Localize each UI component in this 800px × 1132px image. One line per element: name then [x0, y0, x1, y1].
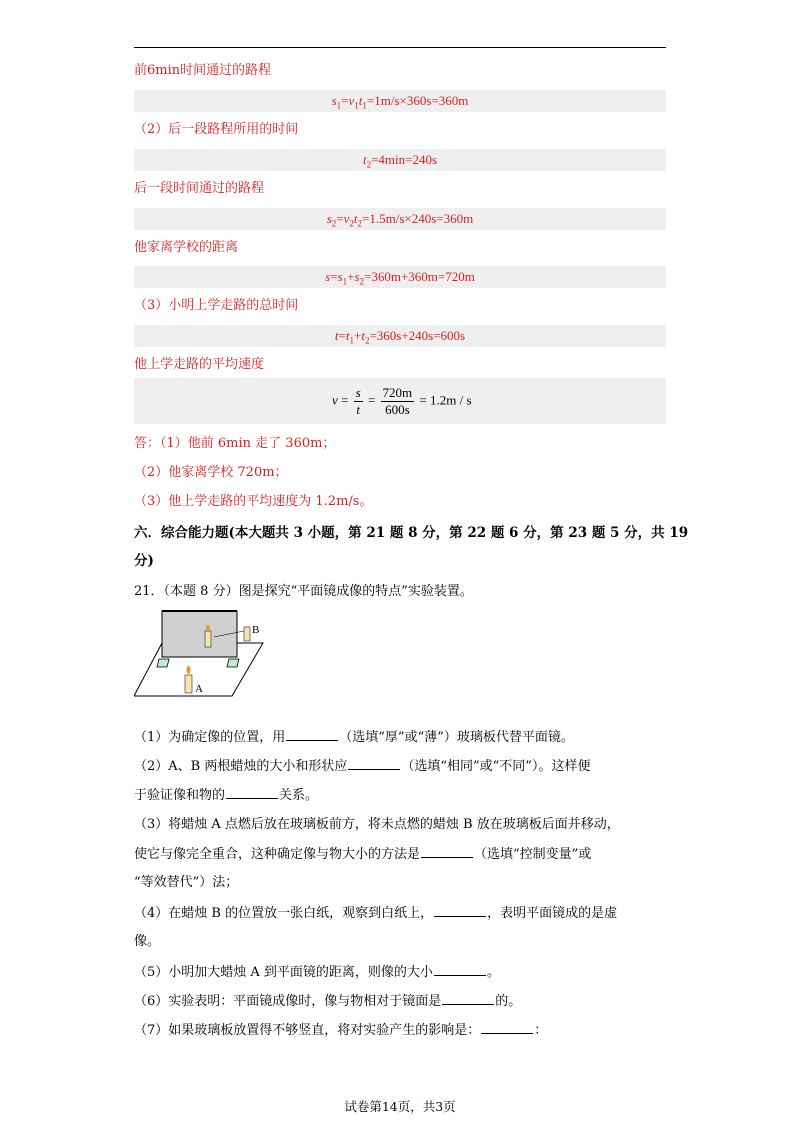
solution-text: 他家离学校的距离 — [134, 240, 239, 255]
fraction-s-over-t: $\frac{s}{t}$ — [355, 385, 361, 417]
subquestion-6: （6）实验表明：平面镜成像时，像与物相对于镜面是 的。 — [134, 994, 522, 1009]
answer-blank[interactable] — [226, 786, 278, 799]
subquestion-3-cont: 使它与像完全重合，这种确定像与物大小的方法是 （选填“控制变量”或 — [134, 847, 592, 862]
answer-line: （2）他家离学校 720m； — [134, 465, 288, 480]
answer-blank[interactable] — [286, 728, 338, 741]
subquestion-1: （1）为确定像的位置，用 （选填“厚”或“薄”）玻璃板代替平面镜。 — [134, 730, 574, 745]
equation-band: $t_2=4\min=240s$ — [134, 149, 666, 171]
mirror-experiment-figure — [134, 609, 276, 701]
page-footer: 试卷第14页，共3页 — [344, 1099, 456, 1114]
subquestion-2-cont: 于验证像和物的 关系。 — [134, 788, 319, 803]
answer-blank[interactable] — [421, 845, 473, 858]
solution-text: 前6min时间通过的路程 — [134, 63, 272, 78]
equation-band: $s_2=v_2t_2=1.5m/s\times 240s=360m$ — [134, 208, 666, 230]
answer-line: 答：（1）他前 6min 走了 360m； — [134, 436, 336, 451]
answer-blank[interactable] — [434, 963, 486, 976]
section-heading: 六．综合能力题(本大题共 3 小题，第 21 题 8 分，第 22 题 6 分，第 23 题 5 分，共 19 — [134, 525, 689, 541]
subquestion-2: （2）A、B 两根蜡烛的大小和形状应 （选填“相同”或“不同”）。这样便 — [134, 759, 591, 774]
equation-band-fraction: v = $\frac{s}{t}$ = $\frac{720m}{600s}$ = 1.2m / s — [134, 378, 666, 424]
section-heading-cont: 分) — [134, 553, 154, 569]
equation-band: $s=s_1+s_2=360m+360m=720m$ — [134, 266, 666, 288]
label-b: B — [252, 624, 260, 636]
solution-text: 后一段时间通过的路程 — [134, 181, 265, 196]
answer-blank[interactable] — [434, 904, 486, 917]
solution-text: （2）后一段路程所用的时间 — [134, 122, 299, 137]
subquestion-4-end: 像。 — [134, 934, 161, 949]
subquestion-7: （7）如果玻璃板放置得不够竖直，将对实验产生的影响是： ： — [134, 1023, 548, 1038]
solution-text: 他上学走路的平均速度 — [134, 357, 265, 372]
answer-blank[interactable] — [348, 757, 400, 770]
equation-band: $s_1=v_1t_1=1m/s\times 360s=360m$ — [134, 90, 666, 112]
subquestion-4: （4）在蜡烛 B 的位置放一张白纸，观察到白纸上， ，表明平面镜成的是虚 — [134, 906, 618, 921]
answer-line: （3）他上学走路的平均速度为 1.2m/s。 — [134, 494, 373, 509]
label-a: A — [195, 683, 203, 695]
answer-blank[interactable] — [481, 1021, 533, 1034]
subquestion-5: （5）小明加大蜡烛 A 到平面镜的距离，则像的大小 。 — [134, 965, 500, 980]
subquestion-3: （3）将蜡烛 A 点燃后放在玻璃板前方，将未点燃的蜡烛 B 放在玻璃板后面并移动， — [134, 817, 620, 832]
solution-text: （3）小明上学走路的总时间 — [134, 298, 299, 313]
fraction-720-over-600: $\frac{720m}{600s}$ — [382, 385, 413, 417]
equation-band: $t=t_1+t_2=360s+240s=600s$ — [134, 325, 666, 347]
header-rule — [134, 47, 666, 48]
subquestion-3-end: “等效替代”）法； — [134, 875, 239, 890]
answer-blank[interactable] — [442, 992, 494, 1005]
question-stem: 21．（本题 8 分）图是探究“平面镜成像的特点”实验装置。 — [134, 584, 473, 599]
